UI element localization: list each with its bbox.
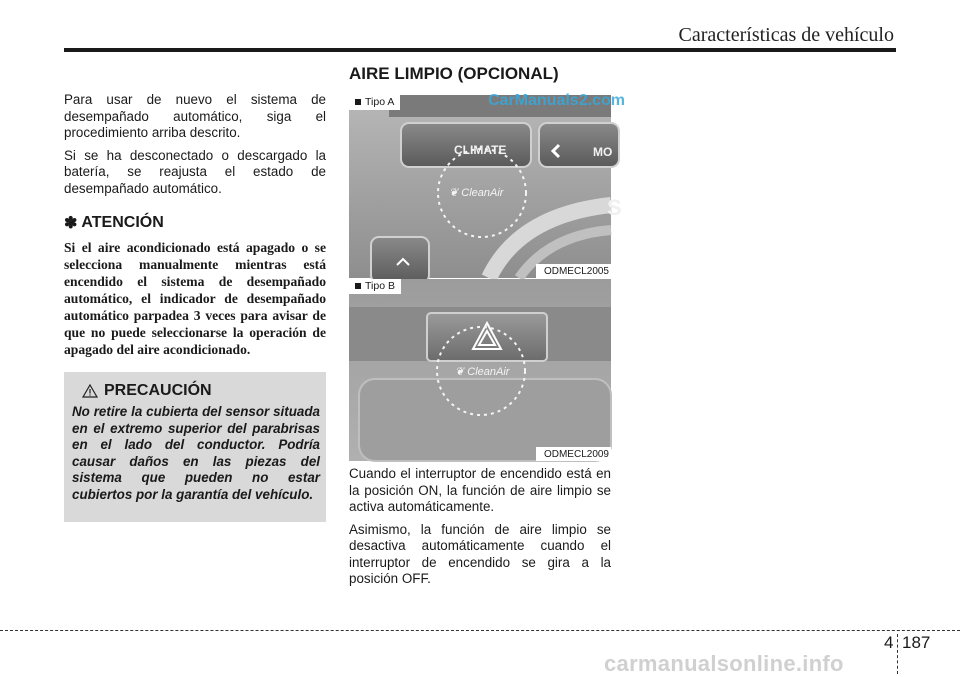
right-column-body [349,466,611,594]
caution-body: No retire la cubierta del sensor situada en el extremo superior del parabrisas en el lado del conductor. Podría causar daños en las piezas del sistema que pueden no estar cubiertos por la garantía del vehículo. [72,404,320,502]
chapter-number: 4 [884,633,894,652]
figure-tag: Tipo A [349,95,400,110]
footer-rule [0,630,960,631]
paragraph: Si se ha desconectado o descargado la batería, se reajusta el estado de desempañado automático. [64,147,326,196]
header-title: Características de vehículo [678,24,894,46]
attention-title: ATENCIÓN [81,214,164,231]
figure-type-a [349,95,622,278]
watermark: CarManuals2.com [488,92,625,109]
warning-triangle-icon [82,384,98,398]
page-number: 187 [902,633,931,652]
right-column-title-area [349,64,611,84]
caution-title: PRECAUCIÓN [104,382,212,399]
paragraph: Asimismo, la función de aire limpio se desactiva automáticamente cuando el interruptor de encendido se gira a la posición OFF. [349,521,611,586]
attention-heading [64,213,326,233]
leaf-icon: ❦ [449,187,459,199]
square-bullet-icon [355,99,361,105]
square-bullet-icon [355,283,361,289]
asterisk-icon: ✽ [64,215,78,232]
caution-heading [82,382,320,400]
caution-box [64,372,326,522]
footer-watermark[interactable]: carmanualsonline.info [604,651,844,676]
clean-air-label: ❦ CleanAir [449,187,504,199]
paragraph: Cuando el interruptor de encendido está en la posición ON, la función de aire limpio se activa automáticamente. [349,466,611,514]
attention-body: Si el aire acondicionado está apagado o se selecciona manualmente mientras está encendido el sistema de desempañado automático, el indicador de desempañado automático parpadea 3 veces para avisar de que no puede seleccionarse la operación de apagado del aire acondicionado. [64,240,326,357]
header-rule [64,48,896,52]
paragraph: Para usar de nuevo el sistema de desempañado automático, siga el procedimiento arriba descrito. [64,92,326,140]
page-divider [897,634,898,674]
mode-button-label: MO [593,145,613,159]
section-title: AIRE LIMPIO (OPCIONAL) [349,64,559,83]
clean-air-label: ❦ CleanAir [455,366,510,378]
climate-button-label: CLIMATE [454,143,507,157]
figure-code: ODMECL2005 [536,264,611,278]
figure-code: ODMECL2009 [536,447,611,461]
figure-tag: Tipo B [349,279,401,294]
leaf-icon: ❦ [455,366,465,378]
svg-text:S: S [607,195,622,220]
left-column [64,92,326,358]
figure-type-b [349,279,611,461]
